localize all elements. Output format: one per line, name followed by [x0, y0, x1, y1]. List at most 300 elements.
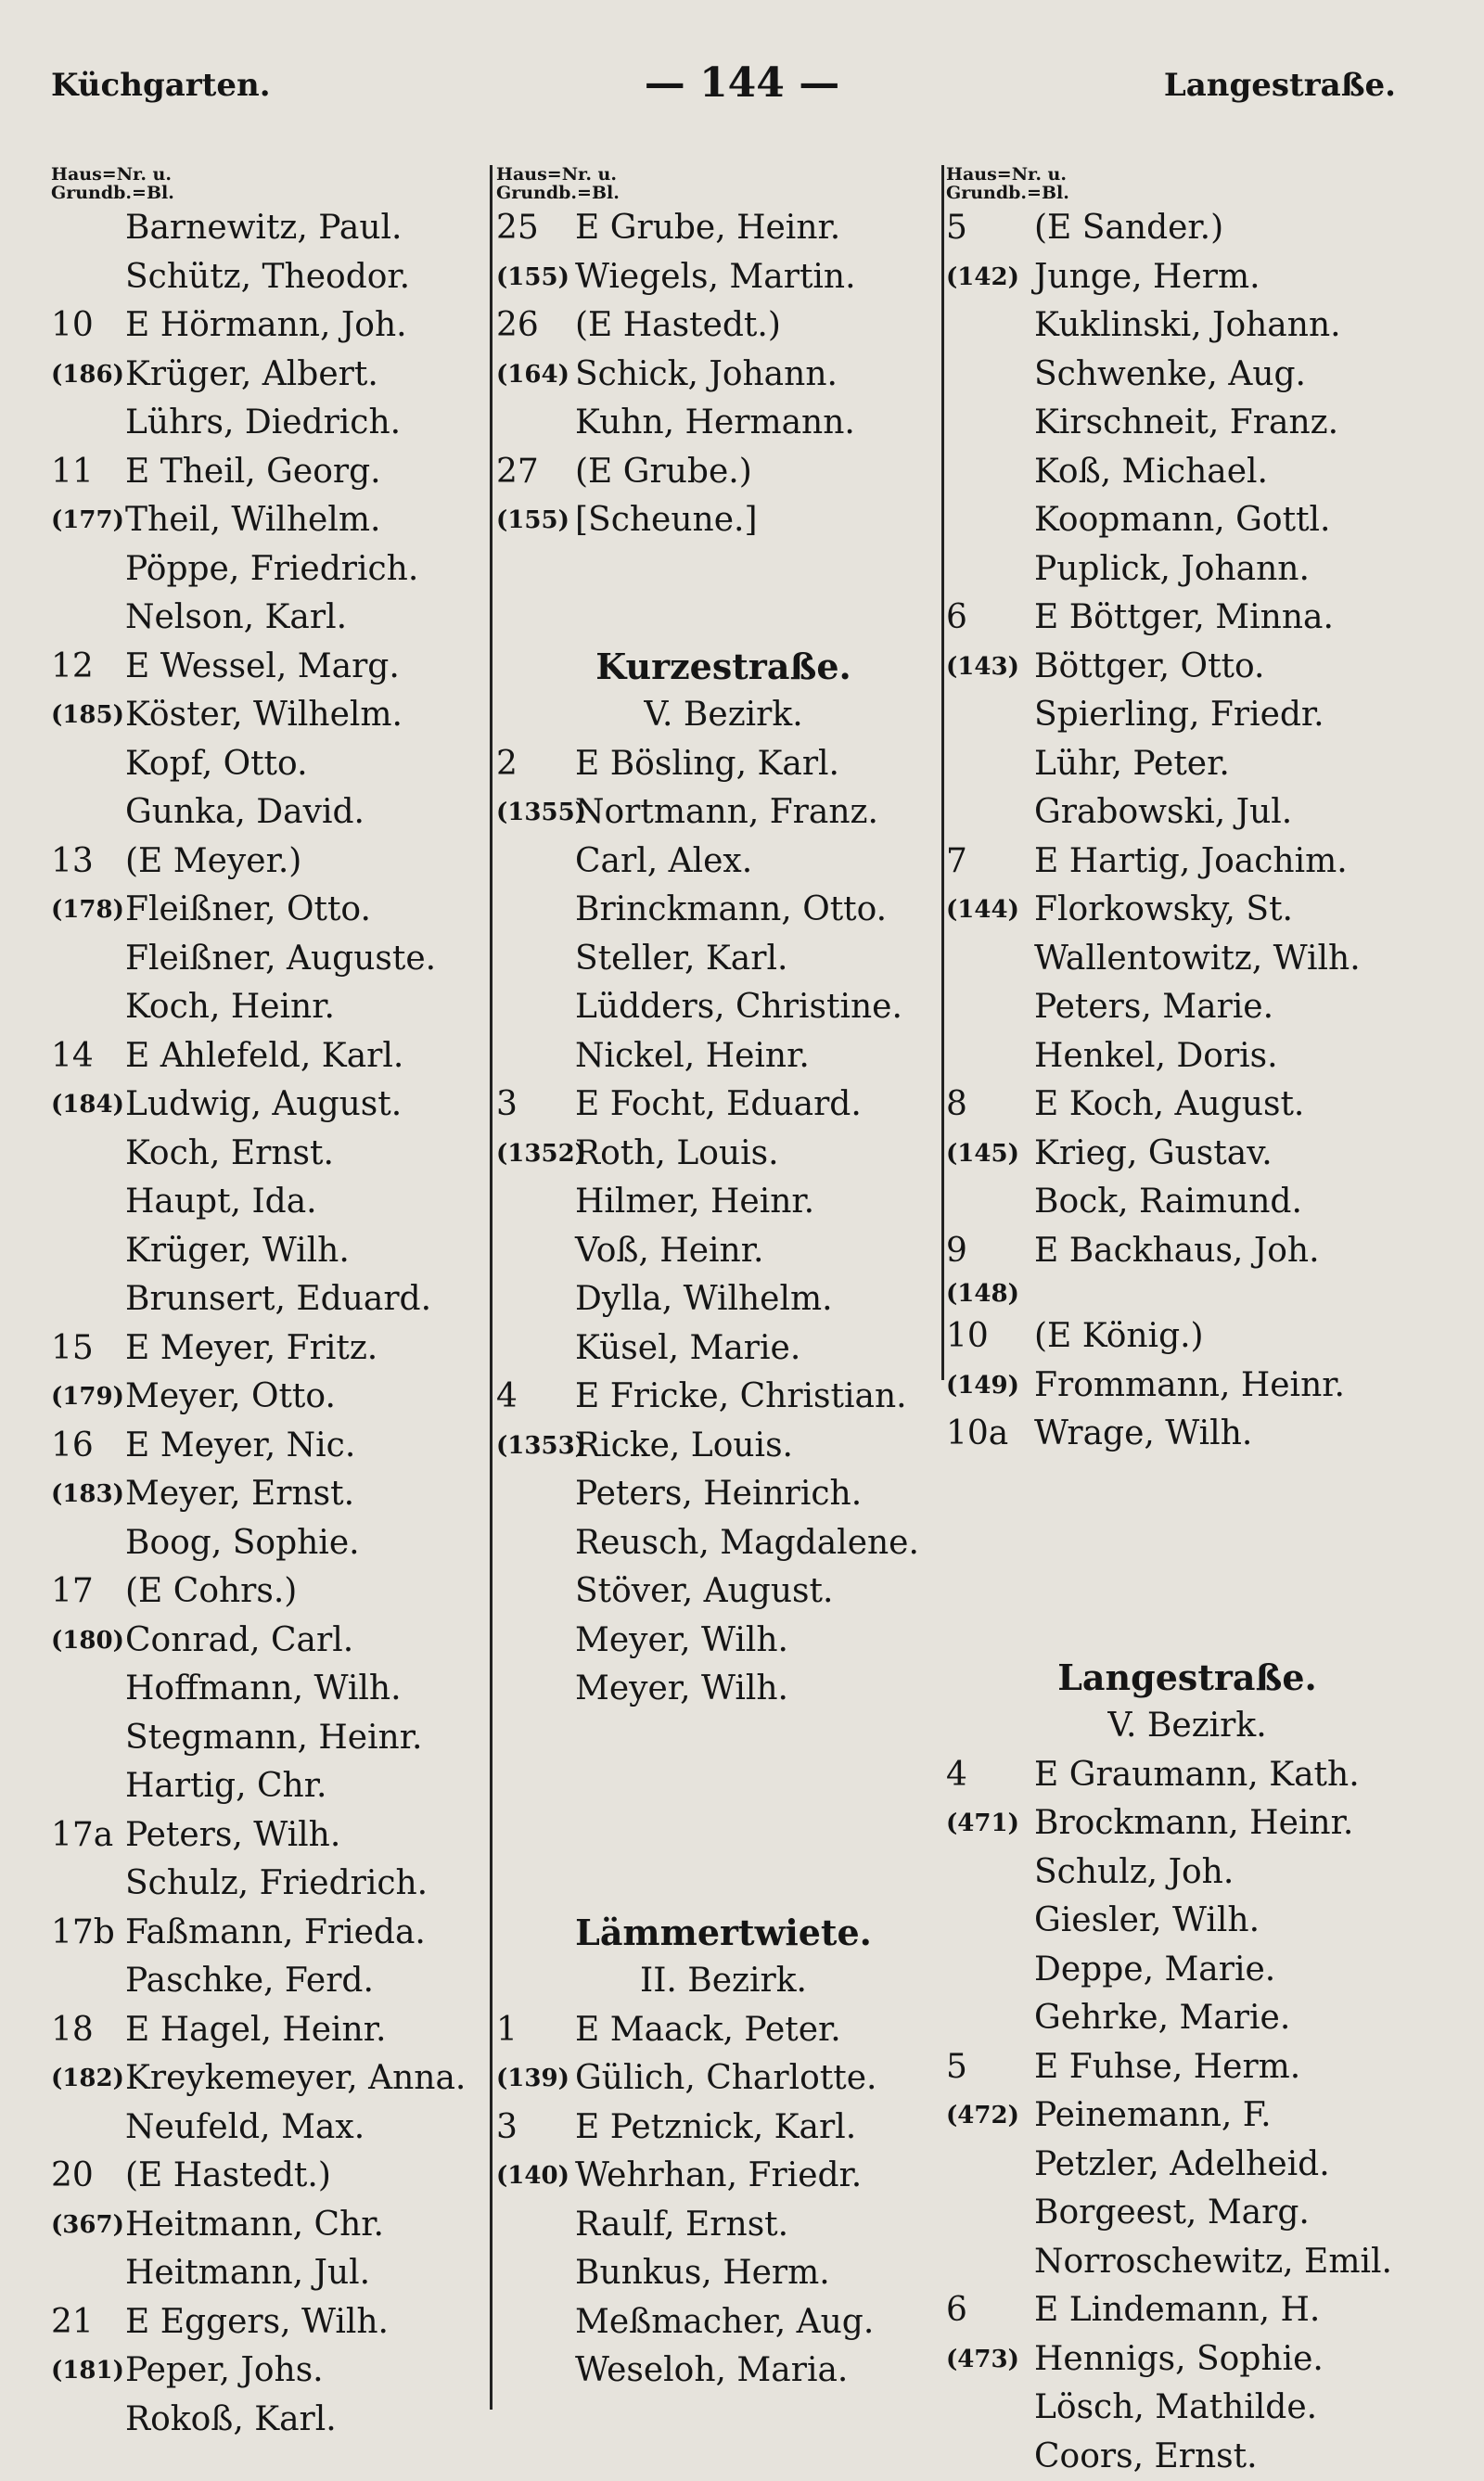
resident-name: E Eggers, Wilh.	[125, 2298, 389, 2347]
district-label: V. Bezirk.	[496, 691, 951, 740]
land-register-number: (140)	[496, 2152, 569, 2201]
resident-name: Petzler, Adelheid.	[1034, 2141, 1330, 2190]
resident-name: Schulz, Joh.	[1034, 1848, 1234, 1898]
page-number: — 144 —	[0, 59, 1484, 107]
directory-row	[946, 2335, 1428, 2385]
house-number: 15	[51, 1324, 94, 1374]
resident-name: Peper, Johs.	[125, 2347, 324, 2396]
resident-name: Schwenke, Aug.	[1034, 351, 1306, 400]
column-header-line1: Haus=Nr. u.	[496, 165, 951, 184]
directory-row	[51, 1178, 515, 1227]
resident-name: Böttger, Otto.	[1034, 643, 1264, 692]
resident-name: Nickel, Heinr.	[575, 1032, 810, 1081]
column-header-line2: Grundb.=Bl.	[946, 184, 1428, 202]
house-number: 3	[496, 2104, 518, 2153]
house-number: 10	[51, 301, 94, 351]
land-register-number: (1353)	[496, 1422, 586, 1471]
directory-row	[496, 1130, 951, 1179]
resident-name: Haupt, Ida.	[125, 1178, 317, 1227]
directory-row	[946, 1178, 1428, 1227]
directory-row	[496, 496, 951, 545]
directory-row	[51, 399, 515, 448]
directory-row	[51, 204, 515, 253]
house-number: 5	[946, 204, 967, 253]
house-number: 7	[946, 838, 967, 887]
land-register-number: (177)	[51, 496, 124, 545]
land-register-number: (155)	[496, 253, 569, 302]
land-register-number: (472)	[946, 2091, 1019, 2141]
house-number: 4	[496, 1373, 518, 1422]
resident-name: Schütz, Theodor.	[125, 253, 410, 302]
resident-name: Wrage, Wilh.	[1034, 1410, 1252, 1459]
directory-row	[946, 691, 1428, 740]
directory-row	[946, 2384, 1428, 2433]
district-label: V. Bezirk.	[946, 1702, 1428, 1751]
land-register-number: (185)	[51, 691, 124, 740]
directory-row	[946, 1312, 1428, 1362]
resident-name: Spierling, Friedr.	[1034, 691, 1324, 740]
directory-row	[946, 740, 1428, 789]
resident-name: Brinckmann, Otto.	[575, 886, 887, 935]
resident-name: Brunsert, Eduard.	[125, 1275, 431, 1324]
resident-name: Meyer, Ernst.	[125, 1470, 354, 1519]
directory-row	[946, 2189, 1428, 2238]
resident-name: (E Cohrs.)	[125, 1567, 297, 1617]
resident-name: Henkel, Doris.	[1034, 1032, 1278, 1081]
resident-name: Krüger, Albert.	[125, 351, 378, 400]
column-header-line2: Grundb.=Bl.	[496, 184, 951, 202]
directory-row	[51, 594, 515, 643]
resident-name: E Backhaus, Joh.	[1034, 1227, 1320, 1276]
resident-name: E Theil, Georg.	[125, 448, 381, 497]
resident-name: Rokoß, Karl.	[125, 2396, 337, 2445]
directory-row	[496, 1422, 951, 1471]
resident-name: E Böttger, Minna.	[1034, 594, 1334, 643]
directory-row	[946, 1130, 1428, 1179]
resident-name: Kuhn, Hermann.	[575, 399, 855, 448]
directory-row	[496, 1324, 951, 1374]
resident-name: (E König.)	[1034, 1312, 1204, 1362]
directory-row	[51, 1227, 515, 1276]
resident-name: Koopmann, Gottl.	[1034, 496, 1331, 545]
directory-row	[496, 788, 951, 838]
resident-name: Pöppe, Friedrich.	[125, 545, 418, 595]
resident-name: Barnewitz, Paul.	[125, 204, 402, 253]
resident-name: Schick, Johann.	[575, 351, 838, 400]
directory-row	[51, 1275, 515, 1324]
column-1	[51, 165, 515, 2444]
directory-row	[51, 2347, 515, 2396]
resident-name: Koch, Heinr.	[125, 983, 335, 1032]
resident-name: Junge, Herm.	[1034, 253, 1260, 302]
directory-row	[496, 2152, 951, 2201]
resident-name: E Meyer, Fritz.	[125, 1324, 377, 1374]
directory-row	[946, 1275, 1428, 1312]
resident-name: Deppe, Marie.	[1034, 1946, 1275, 1995]
resident-name: Peinemann, F.	[1034, 2091, 1272, 2141]
resident-name: E Wessel, Marg.	[125, 643, 400, 692]
column-header-line1: Haus=Nr. u.	[946, 165, 1428, 184]
resident-name: Heitmann, Chr.	[125, 2201, 384, 2250]
land-register-number: (473)	[946, 2335, 1019, 2385]
directory-row	[946, 1994, 1428, 2043]
directory-row	[946, 1362, 1428, 1411]
resident-name: Köster, Wilhelm.	[125, 691, 403, 740]
directory-row	[51, 935, 515, 984]
directory-row	[946, 935, 1428, 984]
house-number: 16	[51, 1422, 94, 1471]
directory-row	[496, 2201, 951, 2250]
land-register-number: (1355)	[496, 788, 586, 838]
directory-row	[51, 1567, 515, 1617]
resident-name: Theil, Wilhelm.	[125, 496, 380, 545]
directory-row	[946, 1751, 1428, 1800]
directory-row	[496, 1373, 951, 1422]
resident-name: (E Meyer.)	[125, 838, 301, 887]
directory-row	[51, 1324, 515, 1374]
resident-name: E Lindemann, H.	[1034, 2286, 1320, 2335]
resident-name: E Hörmann, Joh.	[125, 301, 407, 351]
directory-row	[51, 448, 515, 497]
land-register-number: (181)	[51, 2347, 124, 2396]
directory-row	[946, 838, 1428, 887]
house-number: 11	[51, 448, 94, 497]
directory-row	[51, 1519, 515, 1568]
directory-row	[496, 2054, 951, 2104]
spacer	[496, 594, 951, 643]
resident-name: Dylla, Wilhelm.	[575, 1275, 833, 1324]
house-number: 25	[496, 204, 539, 253]
house-number: 9	[946, 1227, 967, 1276]
land-register-number: (164)	[496, 351, 569, 400]
directory-row	[51, 2152, 515, 2201]
land-register-number: (149)	[946, 1362, 1019, 1411]
resident-name: (E Hastedt.)	[125, 2152, 331, 2201]
resident-name: Heitmann, Jul.	[125, 2249, 370, 2298]
directory-row	[51, 1811, 515, 1861]
directory-row	[946, 1946, 1428, 1995]
directory-row	[496, 1081, 951, 1130]
directory-row	[51, 838, 515, 887]
directory-row	[946, 399, 1428, 448]
district-label: II. Bezirk.	[496, 1957, 951, 2006]
land-register-number: (180)	[51, 1617, 124, 1666]
resident-name: E Meyer, Nic.	[125, 1422, 355, 1471]
resident-name: E Bösling, Karl.	[575, 740, 839, 789]
resident-name: Kopf, Otto.	[125, 740, 308, 789]
directory-row	[51, 1957, 515, 2006]
land-register-number: (471)	[946, 1799, 1019, 1848]
resident-name: Stöver, August.	[575, 1567, 833, 1617]
resident-name: Lührs, Diedrich.	[125, 399, 401, 448]
directory-row	[496, 253, 951, 302]
resident-name: Lösch, Mathilde.	[1034, 2384, 1317, 2433]
spacer	[496, 1762, 951, 1811]
column-3	[946, 165, 1428, 2481]
resident-name: Küsel, Marie.	[575, 1324, 800, 1374]
column-header-line1: Haus=Nr. u.	[51, 165, 515, 184]
house-number: 4	[946, 1751, 967, 1800]
resident-name: Kuklinski, Johann.	[1034, 301, 1341, 351]
directory-row	[946, 2091, 1428, 2141]
resident-name: E Fuhse, Herm.	[1034, 2043, 1300, 2092]
resident-name: Puplick, Johann.	[1034, 545, 1310, 595]
resident-name: Peters, Marie.	[1034, 983, 1273, 1032]
directory-row	[496, 2347, 951, 2396]
resident-name: Boog, Sophie.	[125, 1519, 360, 1568]
resident-name: Wiegels, Martin.	[575, 253, 856, 302]
directory-row	[946, 204, 1428, 253]
directory-row	[496, 351, 951, 400]
land-register-number: (186)	[51, 351, 124, 400]
house-number: 3	[496, 1081, 518, 1130]
land-register-number: (178)	[51, 886, 124, 935]
resident-name: Hartig, Chr.	[125, 1762, 326, 1811]
resident-name: Weseloh, Maria.	[575, 2347, 848, 2396]
resident-name: E Maack, Peter.	[575, 2006, 841, 2055]
resident-name: Hennigs, Sophie.	[1034, 2335, 1324, 2385]
directory-row	[51, 886, 515, 935]
house-number: 13	[51, 838, 94, 887]
directory-row	[51, 1665, 515, 1714]
directory-row	[496, 1032, 951, 1081]
land-register-number: (183)	[51, 1470, 124, 1519]
house-number: 1	[496, 2006, 518, 2055]
resident-name: Steller, Karl.	[575, 935, 787, 984]
directory-row	[51, 1762, 515, 1811]
house-number: 17	[51, 1567, 94, 1617]
house-number: 6	[946, 2286, 967, 2335]
spacer	[946, 1459, 1428, 1508]
column-header	[946, 165, 1428, 204]
directory-row	[51, 691, 515, 740]
resident-name: Schulz, Friedrich.	[125, 1860, 428, 1909]
house-number: 5	[946, 2043, 967, 2092]
resident-name: Meyer, Otto.	[125, 1373, 336, 1422]
house-number: 21	[51, 2298, 94, 2347]
house-number: 14	[51, 1032, 94, 1081]
street-heading: Lämmertwiete.	[496, 1909, 951, 1958]
land-register-number: (142)	[946, 253, 1019, 302]
directory-row	[946, 496, 1428, 545]
directory-row	[496, 983, 951, 1032]
spacer	[496, 1714, 951, 1763]
directory-row	[51, 643, 515, 692]
directory-row	[496, 2298, 951, 2347]
directory-row	[496, 301, 951, 351]
directory-row	[51, 1909, 515, 1958]
directory-row	[51, 2104, 515, 2153]
resident-name: E Petznick, Karl.	[575, 2104, 856, 2153]
resident-name: Hoffmann, Wilh.	[125, 1665, 402, 1714]
column-header	[51, 165, 515, 204]
spacer	[946, 1556, 1428, 1605]
land-register-number: (367)	[51, 2201, 124, 2250]
resident-name: Raulf, Ernst.	[575, 2201, 788, 2250]
directory-row	[946, 351, 1428, 400]
directory-row	[946, 983, 1428, 1032]
resident-name: Brockmann, Heinr.	[1034, 1799, 1353, 1848]
resident-name: Nelson, Karl.	[125, 594, 347, 643]
directory-row	[946, 1897, 1428, 1946]
directory-row	[51, 1860, 515, 1909]
directory-row	[51, 2006, 515, 2055]
land-register-number: (144)	[946, 886, 1019, 935]
spacer	[946, 1507, 1428, 1556]
resident-name: Faßmann, Frieda.	[125, 1909, 426, 1958]
resident-name: Conrad, Carl.	[125, 1617, 353, 1666]
directory-row	[946, 545, 1428, 595]
directory-row	[946, 2238, 1428, 2287]
directory-row	[946, 448, 1428, 497]
directory-row	[946, 1227, 1428, 1276]
resident-name: Gunka, David.	[125, 788, 365, 838]
resident-name: Wehrhan, Friedr.	[575, 2152, 862, 2201]
resident-name: (E Sander.)	[1034, 204, 1223, 253]
directory-row	[51, 545, 515, 595]
directory-row	[496, 448, 951, 497]
resident-name: Voß, Heinr.	[575, 1227, 763, 1276]
resident-name: Roth, Louis.	[575, 1130, 779, 1179]
spacer	[496, 1811, 951, 1861]
directory-row	[51, 1130, 515, 1179]
resident-name: E Hagel, Heinr.	[125, 2006, 386, 2055]
directory-row	[51, 496, 515, 545]
resident-name: Meßmacher, Aug.	[575, 2298, 874, 2347]
resident-name: E Fricke, Christian.	[575, 1373, 907, 1422]
directory-row	[51, 2249, 515, 2298]
house-number: 10a	[946, 1410, 1008, 1459]
resident-name: [Scheune.]	[575, 496, 758, 545]
directory-row	[496, 1227, 951, 1276]
directory-row	[51, 2396, 515, 2445]
house-number: 26	[496, 301, 539, 351]
directory-row	[51, 1081, 515, 1130]
directory-row	[496, 740, 951, 789]
directory-row	[51, 2298, 515, 2347]
column-2	[496, 165, 951, 2396]
land-register-number: (148)	[946, 1275, 1019, 1312]
directory-row	[496, 1519, 951, 1568]
resident-name: Ricke, Louis.	[575, 1422, 793, 1471]
resident-name: E Hartig, Joachim.	[1034, 838, 1348, 887]
land-register-number: (145)	[946, 1130, 1019, 1179]
resident-name: Ludwig, August.	[125, 1081, 402, 1130]
directory-row	[496, 886, 951, 935]
resident-name: Gehrke, Marie.	[1034, 1994, 1290, 2043]
resident-name: Frommann, Heinr.	[1034, 1362, 1345, 1411]
directory-row	[496, 204, 951, 253]
resident-name: Carl, Alex.	[575, 838, 752, 887]
directory-row	[51, 1373, 515, 1422]
directory-row	[946, 2433, 1428, 2481]
resident-name: (E Grube.)	[575, 448, 752, 497]
land-register-number: (1352)	[496, 1130, 586, 1179]
directory-row	[51, 253, 515, 302]
resident-name: Meyer, Wilh.	[575, 1665, 788, 1714]
directory-row	[496, 1178, 951, 1227]
resident-name: Lühr, Peter.	[1034, 740, 1230, 789]
spacer	[946, 1605, 1428, 1654]
directory-row	[946, 886, 1428, 935]
resident-name: Giesler, Wilh.	[1034, 1897, 1260, 1946]
house-number: 17a	[51, 1811, 113, 1861]
directory-row	[496, 2249, 951, 2298]
directory-row	[496, 1567, 951, 1617]
land-register-number: (184)	[51, 1081, 124, 1130]
directory-row	[946, 2141, 1428, 2190]
resident-name: E Koch, August.	[1034, 1081, 1304, 1130]
directory-row	[51, 1714, 515, 1763]
resident-name: Norroschewitz, Emil.	[1034, 2238, 1392, 2287]
resident-name: Grabowski, Jul.	[1034, 788, 1292, 838]
directory-row	[51, 351, 515, 400]
directory-row	[946, 1799, 1428, 1848]
header-left-street: Küchgarten.	[51, 67, 271, 104]
directory-row	[51, 983, 515, 1032]
land-register-number: (143)	[946, 643, 1019, 692]
spacer	[496, 1860, 951, 1909]
directory-row	[496, 2104, 951, 2153]
resident-name: Hilmer, Heinr.	[575, 1178, 814, 1227]
resident-name: Bock, Raimund.	[1034, 1178, 1302, 1227]
column-header	[496, 165, 951, 204]
directory-row	[51, 2201, 515, 2250]
directory-row	[496, 2006, 951, 2055]
directory-row	[51, 1470, 515, 1519]
resident-name: E Grube, Heinr.	[575, 204, 840, 253]
resident-name: Reusch, Magdalene.	[575, 1519, 919, 1568]
house-number: 2	[496, 740, 518, 789]
directory-row	[946, 1848, 1428, 1898]
land-register-number: (155)	[496, 496, 569, 545]
resident-name: Neufeld, Max.	[125, 2104, 365, 2153]
resident-name: Lüdders, Christine.	[575, 983, 902, 1032]
house-number: 10	[946, 1312, 989, 1362]
house-number: 18	[51, 2006, 94, 2055]
directory-row	[946, 2286, 1428, 2335]
directory-row	[51, 301, 515, 351]
directory-row	[946, 2043, 1428, 2092]
house-number: 6	[946, 594, 967, 643]
directory-row	[946, 1032, 1428, 1081]
resident-name: Meyer, Wilh.	[575, 1617, 788, 1666]
directory-row	[946, 1410, 1428, 1459]
land-register-number: (139)	[496, 2054, 569, 2104]
resident-name: Bunkus, Herm.	[575, 2249, 830, 2298]
directory-row	[946, 643, 1428, 692]
header-right-street: Langestraße.	[1164, 67, 1396, 104]
house-number: 8	[946, 1081, 967, 1130]
directory-row	[496, 1665, 951, 1714]
directory-row	[496, 399, 951, 448]
land-register-number: (179)	[51, 1373, 124, 1422]
resident-name: (E Hastedt.)	[575, 301, 781, 351]
resident-name: E Graumann, Kath.	[1034, 1751, 1360, 1800]
street-heading: Langestraße.	[946, 1654, 1428, 1703]
resident-name: E Ahlefeld, Karl.	[125, 1032, 403, 1081]
resident-name: Fleißner, Otto.	[125, 886, 371, 935]
resident-name: Peters, Heinrich.	[575, 1470, 862, 1519]
directory-row	[946, 788, 1428, 838]
resident-name: Florkowsky, St.	[1034, 886, 1293, 935]
house-number: 27	[496, 448, 539, 497]
resident-name: Krüger, Wilh.	[125, 1227, 350, 1276]
resident-name: Peters, Wilh.	[125, 1811, 340, 1861]
spacer	[496, 545, 951, 595]
directory-row	[946, 594, 1428, 643]
resident-name: Krieg, Gustav.	[1034, 1130, 1273, 1179]
